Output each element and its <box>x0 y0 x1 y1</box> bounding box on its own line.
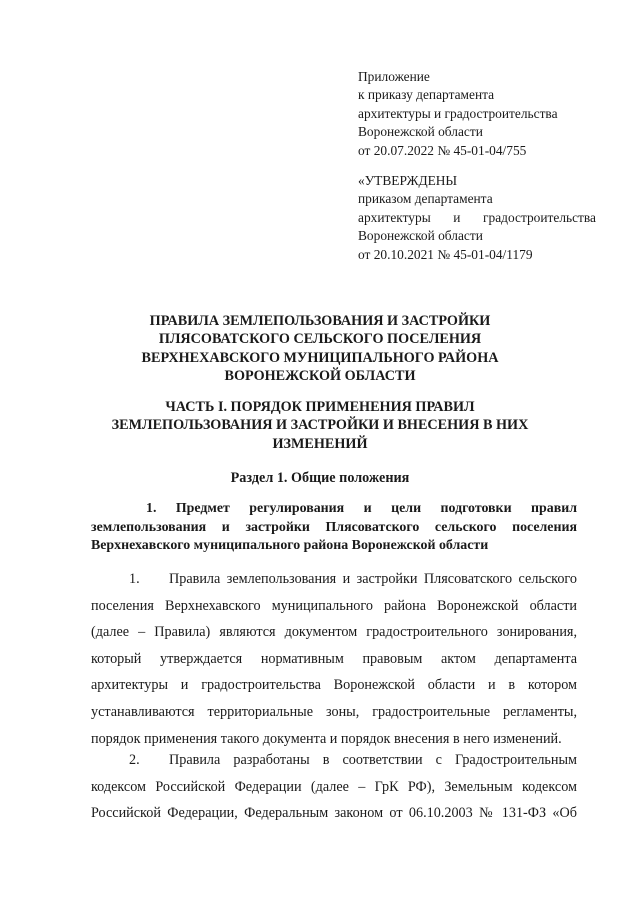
section-heading: Раздел 1. Общие положения <box>230 470 410 486</box>
appendix-line: от 20.07.2022 № 45-01-04/755 <box>358 142 527 158</box>
paragraph-line: устанавливаются территориальные зоны, градостроительные регламенты, <box>91 703 577 720</box>
paragraph-number: 2. <box>129 752 140 768</box>
approved-line: архитектуры и градостроительства <box>358 209 596 225</box>
subsection-line: землепользования и застройки Плясоватского сельского поселения <box>91 519 577 535</box>
paragraph-line: порядок применения такого документа и порядок внесения в него изменений. <box>91 730 562 747</box>
paragraph-line <box>91 566 577 593</box>
paragraph-line: архитектуры и градостроительства Воронежской области и в котором <box>91 677 577 694</box>
approved-line: от 20.10.2021 № 45-01-04/1179 <box>358 246 533 262</box>
title-line: ВЕРХНЕХАВСКОГО МУНИЦИПАЛЬНОГО РАЙОНА <box>141 349 499 366</box>
subsection-line: 1. Предмет регулирования и цели подготовки правил <box>146 501 577 516</box>
paragraph-line: который утверждается нормативным правовым актом департамента <box>91 650 577 667</box>
paragraph-line: кодексом Российской Федерации (далее – ГрК РФ), Земельным кодексом <box>91 778 577 795</box>
paragraph-line-text: Правила разработаны в соответствии с Градостроительным <box>169 752 577 768</box>
paragraph-line: (далее – Правила) являются документом градостроительного зонирования, <box>91 624 577 641</box>
approved-header <box>358 172 596 264</box>
approved-line: приказом департамента <box>358 191 493 207</box>
appendix-line: Приложение <box>358 69 430 84</box>
approved-line: «УТВЕРЖДЕНЫ <box>358 173 458 188</box>
part-title-line: ЗЕМЛЕПОЛЬЗОВАНИЯ И ЗАСТРОЙКИ И ВНЕСЕНИЯ В НИХ <box>111 417 529 434</box>
paragraph-1 <box>91 566 577 752</box>
paragraph-number: 1. <box>129 571 140 587</box>
part-title-line: ИЗМЕНЕНИЙ <box>272 435 368 452</box>
title-line: ВОРОНЕЖСКОЙ ОБЛАСТИ <box>224 367 416 384</box>
subsection-heading <box>91 500 577 556</box>
part-title <box>60 398 580 453</box>
appendix-line: к приказу департамента <box>358 87 495 103</box>
title-line: ПРАВИЛА ЗЕМЛЕПОЛЬЗОВАНИЯ И ЗАСТРОЙКИ <box>149 313 491 329</box>
paragraph-2 <box>91 747 577 827</box>
paragraph-line: поселения Верхнехавского муниципального района Воронежской области <box>91 597 577 614</box>
appendix-header <box>358 68 608 160</box>
paragraph-line: Российской Федерации, Федеральным законом от 06.10.2003 № 131-ФЗ «Об <box>91 805 577 822</box>
title-line: ПЛЯСОВАТСКОГО СЕЛЬСКОГО ПОСЕЛЕНИЯ <box>158 331 482 348</box>
appendix-line: Воронежской области <box>358 124 483 140</box>
part-title-line: ЧАСТЬ I. ПОРЯДОК ПРИМЕНЕНИЯ ПРАВИЛ <box>165 399 475 415</box>
appendix-line: архитектуры и градостроительства <box>358 105 558 121</box>
approved-line: Воронежской области <box>358 228 483 244</box>
paragraph-line-text: Правила землепользования и застройки Плясоватского сельского <box>169 571 577 587</box>
paragraph-line <box>91 747 577 774</box>
document-title <box>60 312 580 385</box>
subsection-line: Верхнехавского муниципального района Воронежской области <box>91 538 489 553</box>
